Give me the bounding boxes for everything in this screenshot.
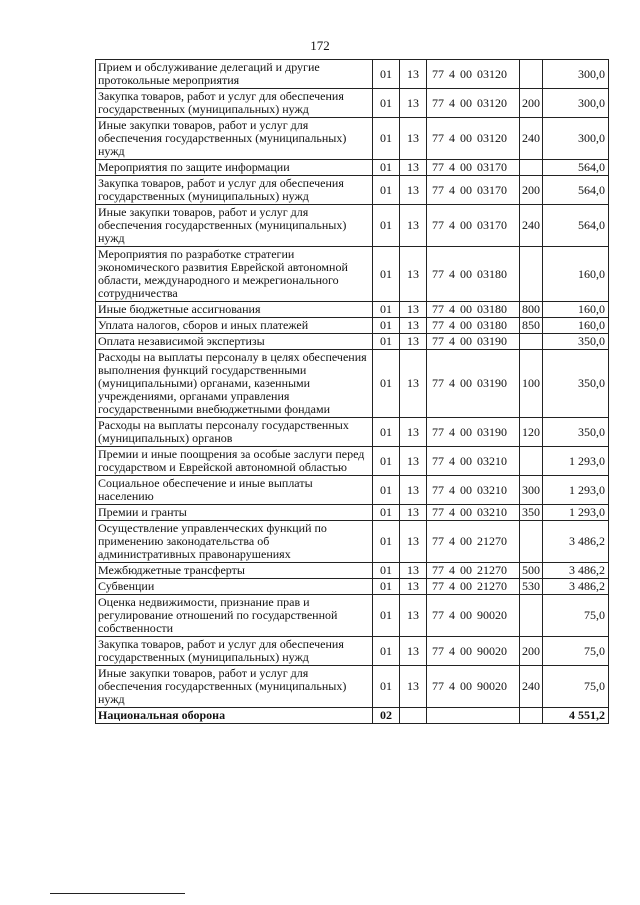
table-row	[96, 118, 609, 160]
subsection-code-cell: 13	[400, 447, 427, 476]
section-code-cell: 01	[373, 350, 400, 418]
table-row	[96, 60, 609, 89]
table-total-row	[96, 708, 609, 724]
target-article-code-cell: 77 4 00 03180	[427, 302, 520, 318]
expense-name-cell: Премии и иные поощрения за особые заслуги перед государством и Еврейской автономной областью	[96, 447, 373, 476]
target-article-code-cell: 77 4 00 90020	[427, 637, 520, 666]
expense-type-code-cell: 800	[520, 302, 543, 318]
table-row	[96, 89, 609, 118]
section-code-cell: 01	[373, 176, 400, 205]
expense-type-code-cell	[520, 334, 543, 350]
target-article-code-cell: 77 4 00 03210	[427, 476, 520, 505]
target-article-code-cell: 77 4 00 03190	[427, 334, 520, 350]
subsection-code-cell: 13	[400, 176, 427, 205]
section-code-cell: 01	[373, 447, 400, 476]
expense-type-code-cell	[520, 595, 543, 637]
section-code-cell: 02	[373, 708, 400, 724]
target-article-code-cell: 77 4 00 03170	[427, 176, 520, 205]
amount-cell: 1 293,0	[543, 476, 609, 505]
target-article-code-cell	[427, 708, 520, 724]
table-row	[96, 302, 609, 318]
expense-name-cell: Мероприятия по разработке стратегии экономического развития Еврейской автономной области, международного и межрегионального сотрудничества	[96, 247, 373, 302]
section-code-cell: 01	[373, 160, 400, 176]
amount-cell: 160,0	[543, 302, 609, 318]
amount-cell: 75,0	[543, 637, 609, 666]
expense-type-code-cell: 850	[520, 318, 543, 334]
expense-name-cell: Закупка товаров, работ и услуг для обеспечения государственных (муниципальных) нужд	[96, 637, 373, 666]
table-row	[96, 637, 609, 666]
table-row	[96, 350, 609, 418]
amount-cell: 300,0	[543, 118, 609, 160]
expense-type-code-cell	[520, 247, 543, 302]
target-article-code-cell: 77 4 00 03180	[427, 318, 520, 334]
amount-cell: 300,0	[543, 60, 609, 89]
expense-name-cell: Иные закупки товаров, работ и услуг для обеспечения государственных (муниципальных) нужд	[96, 205, 373, 247]
subsection-code-cell: 13	[400, 505, 427, 521]
expense-type-code-cell: 240	[520, 118, 543, 160]
expense-name-cell: Межбюджетные трансферты	[96, 563, 373, 579]
subsection-code-cell: 13	[400, 60, 427, 89]
amount-cell: 300,0	[543, 89, 609, 118]
expense-name-cell: Расходы на выплаты персоналу в целях обеспечения выполнения функций государственными (муниципальными) органами, казенными учреждениями, органами управления государственными внебюджетными фондами	[96, 350, 373, 418]
amount-cell: 350,0	[543, 334, 609, 350]
subsection-code-cell: 13	[400, 205, 427, 247]
target-article-code-cell: 77 4 00 03210	[427, 447, 520, 476]
expense-type-code-cell: 120	[520, 418, 543, 447]
table-row	[96, 521, 609, 563]
subsection-code-cell	[400, 708, 427, 724]
expense-type-code-cell: 200	[520, 176, 543, 205]
table-row	[96, 247, 609, 302]
subsection-code-cell: 13	[400, 521, 427, 563]
target-article-code-cell: 77 4 00 90020	[427, 595, 520, 637]
section-code-cell: 01	[373, 579, 400, 595]
subsection-code-cell: 13	[400, 89, 427, 118]
section-code-cell: 01	[373, 318, 400, 334]
target-article-code-cell: 77 4 00 21270	[427, 579, 520, 595]
expense-type-code-cell: 200	[520, 89, 543, 118]
amount-cell: 3 486,2	[543, 579, 609, 595]
section-code-cell: 01	[373, 637, 400, 666]
subsection-code-cell: 13	[400, 318, 427, 334]
expense-name-cell: Закупка товаров, работ и услуг для обеспечения государственных (муниципальных) нужд	[96, 176, 373, 205]
expense-name-cell: Расходы на выплаты персоналу государственных (муниципальных) органов	[96, 418, 373, 447]
target-article-code-cell: 77 4 00 03120	[427, 60, 520, 89]
expense-type-code-cell: 350	[520, 505, 543, 521]
expense-type-code-cell: 100	[520, 350, 543, 418]
section-code-cell: 01	[373, 666, 400, 708]
expense-type-code-cell: 240	[520, 666, 543, 708]
table-row	[96, 476, 609, 505]
section-code-cell: 01	[373, 302, 400, 318]
amount-cell: 1 293,0	[543, 505, 609, 521]
amount-cell: 350,0	[543, 350, 609, 418]
expense-name-cell: Социальное обеспечение и иные выплаты населению	[96, 476, 373, 505]
subsection-code-cell: 13	[400, 666, 427, 708]
table-row	[96, 418, 609, 447]
amount-cell: 564,0	[543, 176, 609, 205]
target-article-code-cell: 77 4 00 03170	[427, 205, 520, 247]
table-row	[96, 318, 609, 334]
expense-name-cell: Закупка товаров, работ и услуг для обеспечения государственных (муниципальных) нужд	[96, 89, 373, 118]
table-row	[96, 563, 609, 579]
section-code-cell: 01	[373, 505, 400, 521]
expense-name-cell: Иные закупки товаров, работ и услуг для обеспечения государственных (муниципальных) нужд	[96, 666, 373, 708]
expense-type-code-cell	[520, 60, 543, 89]
subsection-code-cell: 13	[400, 302, 427, 318]
subsection-code-cell: 13	[400, 563, 427, 579]
section-code-cell: 01	[373, 476, 400, 505]
amount-cell: 160,0	[543, 247, 609, 302]
page-number: 172	[310, 38, 330, 53]
expense-name-cell: Национальная оборона	[96, 708, 373, 724]
expense-name-cell: Уплата налогов, сборов и иных платежей	[96, 318, 373, 334]
expense-type-code-cell	[520, 521, 543, 563]
subsection-code-cell: 13	[400, 418, 427, 447]
expense-type-code-cell: 300	[520, 476, 543, 505]
expense-type-code-cell	[520, 160, 543, 176]
target-article-code-cell: 77 4 00 03210	[427, 505, 520, 521]
table-row	[96, 505, 609, 521]
section-code-cell: 01	[373, 205, 400, 247]
amount-cell: 75,0	[543, 595, 609, 637]
expense-name-cell: Оплата независимой экспертизы	[96, 334, 373, 350]
section-code-cell: 01	[373, 563, 400, 579]
section-code-cell: 01	[373, 247, 400, 302]
subsection-code-cell: 13	[400, 247, 427, 302]
table-row	[96, 160, 609, 176]
section-code-cell: 01	[373, 418, 400, 447]
amount-cell: 564,0	[543, 205, 609, 247]
target-article-code-cell: 77 4 00 03190	[427, 418, 520, 447]
target-article-code-cell: 77 4 00 03180	[427, 247, 520, 302]
subsection-code-cell: 13	[400, 334, 427, 350]
expense-name-cell: Субвенции	[96, 579, 373, 595]
expense-type-code-cell: 530	[520, 579, 543, 595]
subsection-code-cell: 13	[400, 476, 427, 505]
table-row	[96, 176, 609, 205]
expense-type-code-cell: 500	[520, 563, 543, 579]
amount-cell: 564,0	[543, 160, 609, 176]
section-code-cell: 01	[373, 334, 400, 350]
expense-name-cell: Премии и гранты	[96, 505, 373, 521]
subsection-code-cell: 13	[400, 595, 427, 637]
target-article-code-cell: 77 4 00 03190	[427, 350, 520, 418]
target-article-code-cell: 77 4 00 21270	[427, 563, 520, 579]
subsection-code-cell: 13	[400, 637, 427, 666]
amount-cell: 3 486,2	[543, 521, 609, 563]
subsection-code-cell: 13	[400, 350, 427, 418]
expense-type-code-cell: 200	[520, 637, 543, 666]
section-code-cell: 01	[373, 595, 400, 637]
target-article-code-cell: 77 4 00 03120	[427, 89, 520, 118]
section-code-cell: 01	[373, 60, 400, 89]
expense-name-cell: Иные бюджетные ассигнования	[96, 302, 373, 318]
target-article-code-cell: 77 4 00 21270	[427, 521, 520, 563]
expense-type-code-cell	[520, 708, 543, 724]
amount-cell: 4 551,2	[543, 708, 609, 724]
expense-name-cell: Прием и обслуживание делегаций и другие протокольные мероприятия	[96, 60, 373, 89]
amount-cell: 75,0	[543, 666, 609, 708]
expense-name-cell: Иные закупки товаров, работ и услуг для обеспечения государственных (муниципальных) нужд	[96, 118, 373, 160]
amount-cell: 350,0	[543, 418, 609, 447]
table-row	[96, 595, 609, 637]
budget-table	[95, 59, 609, 724]
expense-name-cell: Осуществление управленческих функций по применению законодательства об административных правонарушениях	[96, 521, 373, 563]
table-row	[96, 205, 609, 247]
target-article-code-cell: 77 4 00 90020	[427, 666, 520, 708]
budget-table-body	[96, 60, 609, 724]
subsection-code-cell: 13	[400, 579, 427, 595]
table-row	[96, 666, 609, 708]
section-code-cell: 01	[373, 521, 400, 563]
footnote-divider	[50, 893, 185, 894]
section-code-cell: 01	[373, 89, 400, 118]
target-article-code-cell: 77 4 00 03120	[427, 118, 520, 160]
table-row	[96, 579, 609, 595]
expense-type-code-cell: 240	[520, 205, 543, 247]
amount-cell: 160,0	[543, 318, 609, 334]
expense-name-cell: Оценка недвижимости, признание прав и регулирование отношений по государственной собственности	[96, 595, 373, 637]
expense-type-code-cell	[520, 447, 543, 476]
target-article-code-cell: 77 4 00 03170	[427, 160, 520, 176]
subsection-code-cell: 13	[400, 160, 427, 176]
subsection-code-cell: 13	[400, 118, 427, 160]
table-row	[96, 447, 609, 476]
expense-name-cell: Мероприятия по защите информации	[96, 160, 373, 176]
table-row	[96, 334, 609, 350]
amount-cell: 3 486,2	[543, 563, 609, 579]
section-code-cell: 01	[373, 118, 400, 160]
amount-cell: 1 293,0	[543, 447, 609, 476]
